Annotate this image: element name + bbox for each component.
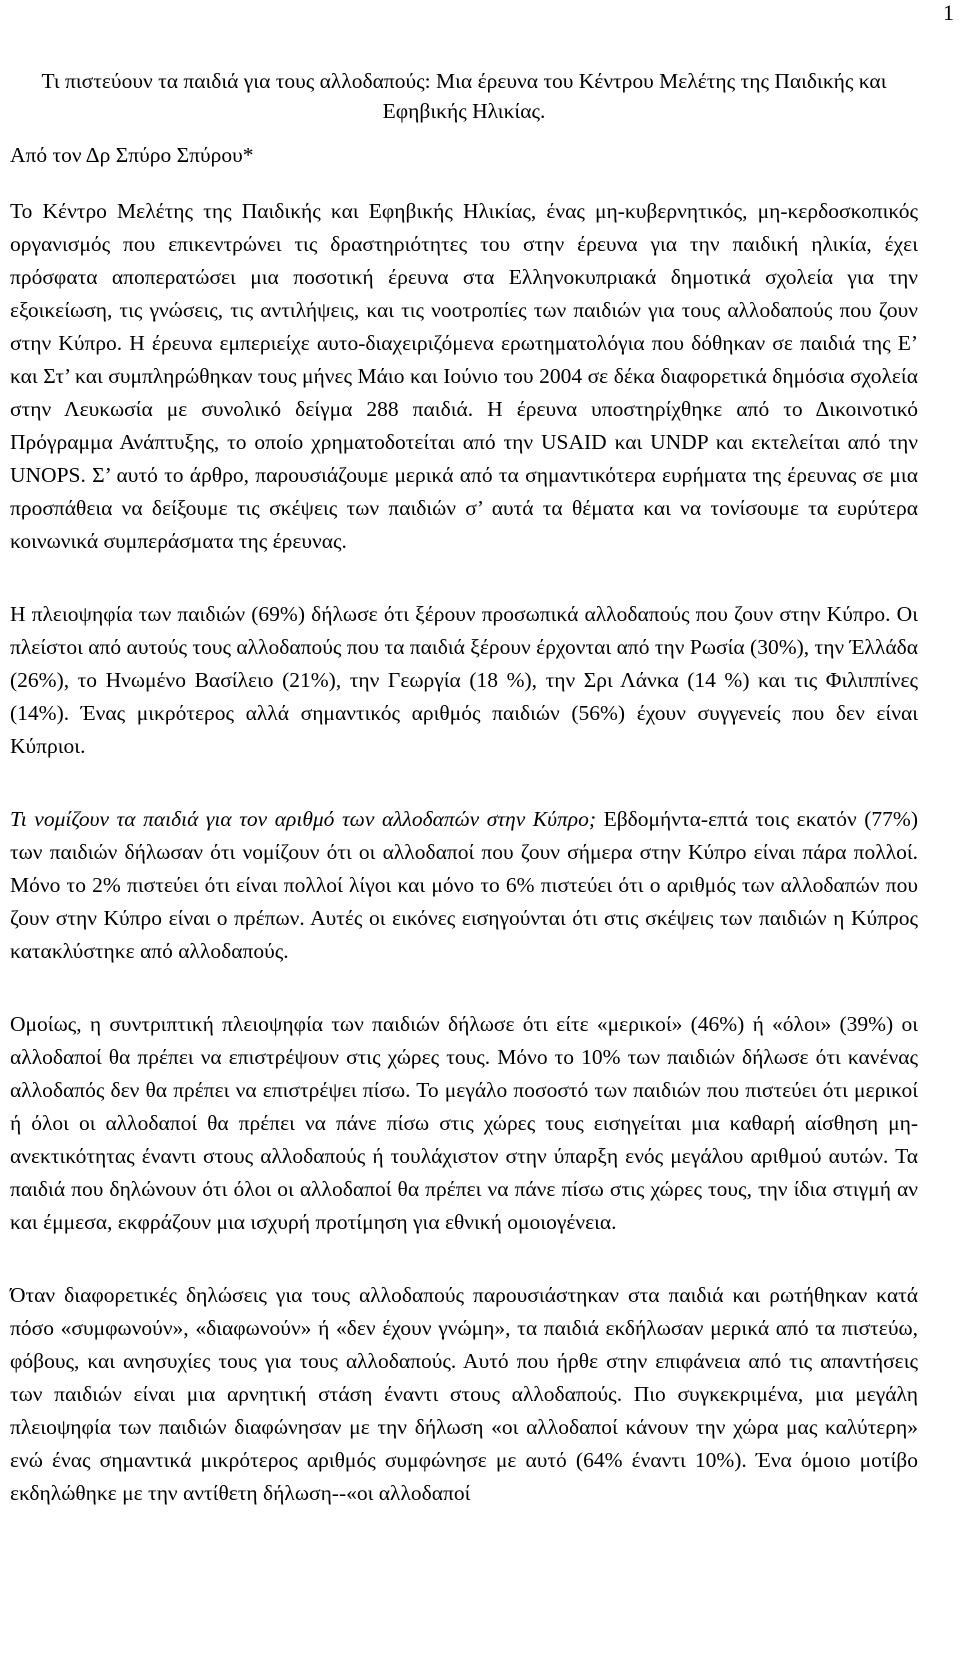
paragraph-number-of-foreigners <box>10 803 918 968</box>
paragraph-return-home: Ομοίως, η συντριπτική πλειοψηφία των παιδιών δήλωσε ότι είτε «μερικοί» (46%) ή «όλοι» (39%) οι αλλοδαποί θα πρέπει να επιστρέψουν στις χώρες τους. Μόνο το 10% των παιδιών δήλωσε ότι κανένας αλλοδαπός δεν θα πρέπει να επιστρέψει πίσω. Το μεγάλο ποσοστό των παιδιών που πιστεύει ότι μερικοί ή όλοι οι αλλοδαποί θα πρέπει να πάνε πίσω στις χώρες τους εισηγείται μια καθαρή αίσθηση μη-ανεκτικότητας έναντι στους αλλοδαπούς ή τουλάχιστον στην ύπαρξη ενός μεγάλου αριθμού αυτών. Τα παιδιά που δηλώνουν ότι όλοι οι αλλοδαποί θα πρέπει να πάνε πίσω στις χώρες τους, την ίδια στιγμή αν και έμμεσα, εκφράζουν μια ισχυρή προτίμηση για εθνική ομοιογένεια. <box>10 1012 918 1234</box>
article-title: Τι πιστεύουν τα παιδιά για τους αλλοδαπούς: Μια έρευνα του Κέντρου Μελέτης της Παιδικής και Εφηβικής Ηλικίας. <box>41 69 887 123</box>
page-number: 1 <box>943 0 954 25</box>
paragraph-italic-lead: Τι νομίζουν τα παιδιά για τον αριθμό των αλλοδαπών στην Κύπρο; <box>10 807 597 831</box>
author-line: Από τον Δρ Σπύρο Σπύρου* <box>10 143 254 167</box>
paragraph-statements: Όταν διαφορετικές δηλώσεις για τους αλλοδαπούς παρουσιάστηκαν στα παιδιά και ρωτήθηκαν κατά πόσο «συμφωνούν», «διαφωνούν» ή «δεν έχουν γνώμη», τα παιδιά εκδήλωσαν μερικά από τα πιστεύω, φόβους, και ανησυχίες τους για τους αλλοδαπούς. Αυτό που ήρθε στην επιφάνεια από τις απαντήσεις των παιδιών είναι μια αρνητική στάση έναντι στους αλλοδαπούς. Πιο συγκεκριμένα, μια μεγάλη πλειοψηφία των παιδιών διαφώνησαν με την δήλωση «οι αλλοδαποί κάνουν την χώρα μας καλύτερη» ενώ ένας σημαντικά μικρότερος αριθμός συμφώνησε με αυτό (64% έναντι 10%). Ένα όμοιο μοτίβο εκδηλώθηκε με την αντίθετη δήλωση--«οι αλλοδαποί <box>10 1283 918 1505</box>
paragraph-acquaintance: Η πλειοψηφία των παιδιών (69%) δήλωσε ότι ξέρουν προσωπικά αλλοδαπούς που ζουν στην Κύπρο. Οι πλείστοι από αυτούς τους αλλοδαπούς που τα παιδιά ξέρουν έρχονται από την Ρωσία (30%), την Έλλάδα (26%), το Ηνωμένο Βασίλειο (21%), την Γεωργία (18 %), την Σρι Λάνκα (14 %) και τις Φιλιππίνες (14%). Ένας μικρότερος αλλά σημαντικός αριθμός παιδιών (56%) έχουν συγγενείς που δεν είναι Κύπριοι. <box>10 602 918 758</box>
paragraph-intro: Το Κέντρο Μελέτης της Παιδικής και Εφηβικής Ηλικίας, ένας μη-κυβερνητικός, μη-κερδοσκοπικός οργανισμός που επικεντρώνει τις δραστηριότητες του στην έρευνα για την παιδική ηλικία, έχει πρόσφατα αποπερατώσει μια ποσοτική έρευνα στα Ελληνοκυπριακά δημοτικά σχολεία για την εξοικείωση, τις γνώσεις, τις αντιλήψεις, και τις νοοτροπίες των παιδιών για τους αλλοδαπούς που ζουν στην Κύπρο. Η έρευνα εμπεριείχε αυτο-διαχειριζόμενα ερωτηματολόγια που δόθηκαν σε παιδιά της Ε’ και Στ’ και συμπληρώθηκαν τους μήνες Μάιο και Ιούνιο του 2004 σε δέκα διαφορετικά δημόσια σχολεία στην Λευκωσία με συνολικό δείγμα 288 παιδιά. Η έρευνα υποστηρίχθηκε από το Δικοινοτικό Πρόγραμμα Ανάπτυξης, το οποίο χρηματοδοτείται από την USAID και UNDP και εκτελείται από την UNOPS. Σ’ αυτό το άρθρο, παρουσιάζουμε μερικά από τα σημαντικότερα ευρήματα της έρευνας σε μια προσπάθεια να δείξουμε τις σκέψεις των παιδιών σ’ αυτά τα θέματα και να τονίσουμε τα ευρύτερα κοινωνικά συμπεράσματα της έρευνας. <box>10 199 918 553</box>
paragraph-body: Εβδομήντα-επτά τοις εκατόν (77%) των παιδιών δήλωσαν ότι νομίζουν ότι οι αλλοδαποί που ζουν σήμερα στην Κύπρο είναι πάρα πολλοί. Μόνο το 2% πιστεύει ότι είναι πολλοί λίγοι και μόνο το 6% πιστεύει ότι ο αριθμός των αλλοδαπών που ζουν στην Κύπρο είναι ο πρέπων. Αυτές οι εικόνες εισηγούνται ότι στις σκέψεις των παιδιών η Κύπρος κατακλύστηκε από αλλοδαπούς. <box>10 807 918 963</box>
document-body <box>10 66 918 1510</box>
